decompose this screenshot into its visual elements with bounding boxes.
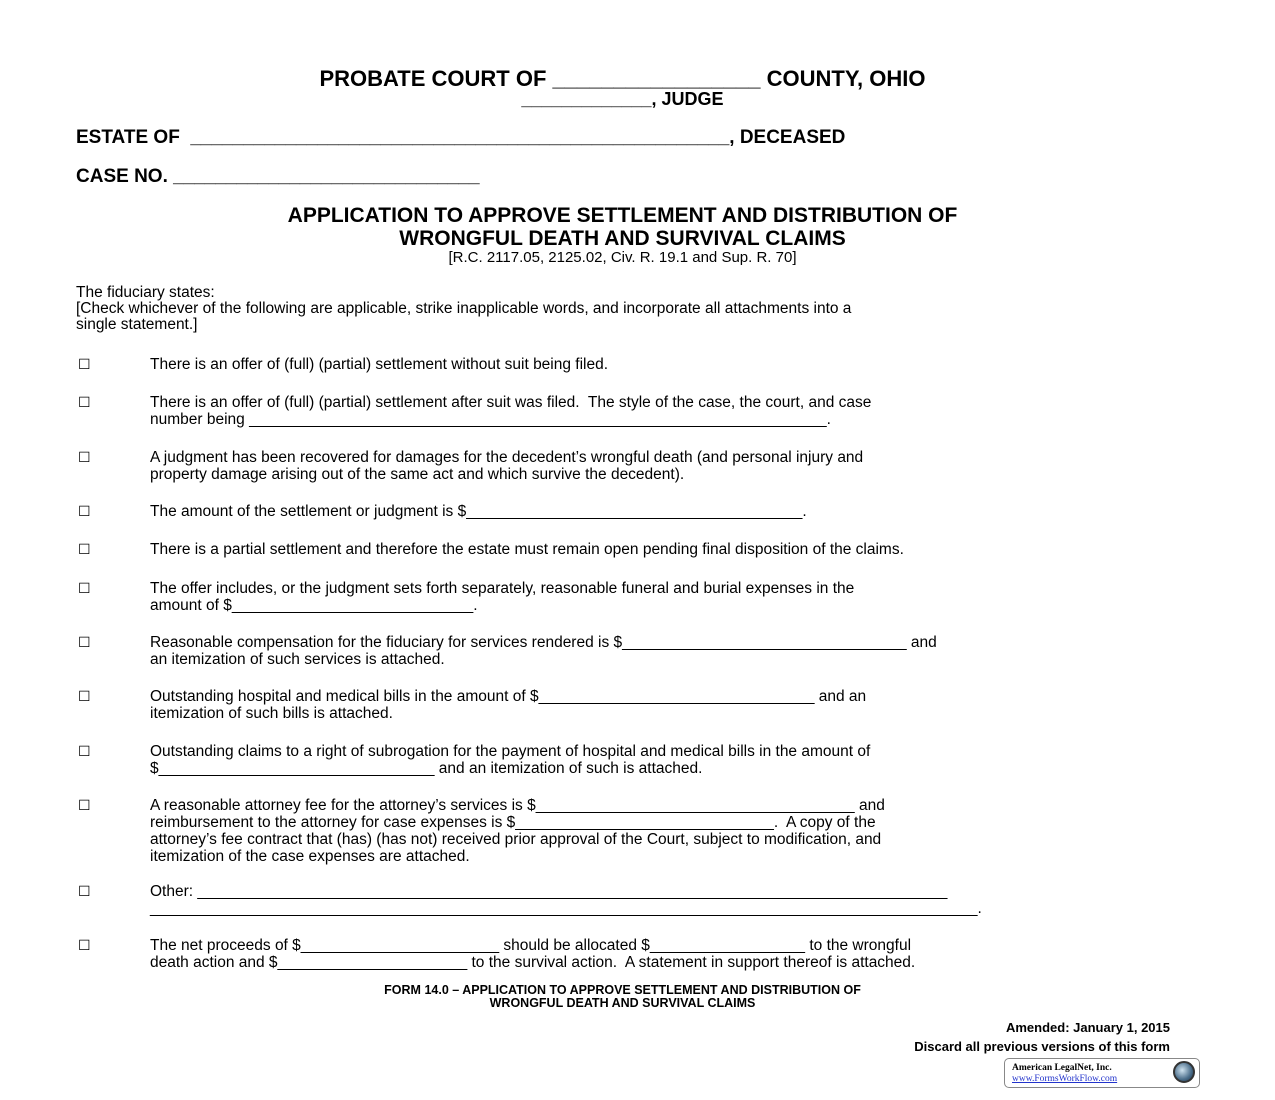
checklist-item-text [150,937,915,971]
checkbox[interactable]: ☐ [78,449,91,465]
checklist-item-line: The offer includes, or the judgment sets forth separately, reasonable funeral and burial expenses in the [150,580,855,597]
checkbox[interactable]: ☐ [78,937,91,953]
checklist-item-text [150,688,866,722]
checklist-item-line: $________________________________ and an itemization of such is attached. [150,760,703,777]
checklist-item-line: Outstanding hospital and medical bills in the amount of $________________________________ and an [150,688,867,705]
form-footer-line2: WRONGFUL DEATH AND SURVIVAL CLAIMS [489,996,756,1010]
checklist-item-line: There is an offer of (full) (partial) settlement without suit being filed. [150,356,609,373]
form-title-line1: APPLICATION TO APPROVE SETTLEMENT AND DISTRIBUTION OF [287,204,958,227]
checklist-item-text [150,541,904,558]
checkbox[interactable]: ☐ [78,634,91,650]
checklist-item-text [150,634,937,668]
logo-company-name: American LegalNet, Inc. [1012,1063,1112,1073]
checklist-item-line: Outstanding claims to a right of subrogation for the payment of hospital and medical bills in the amount of [150,743,871,760]
globe-icon [1173,1061,1195,1083]
american-legalnet-logo[interactable] [1004,1058,1200,1088]
amended-date: Amended: January 1, 2015 [1005,1020,1170,1035]
checklist-item-line: attorney’s fee contract that (has) (has not) received prior approval of the Court, subject to modification, and [150,831,882,848]
checkbox[interactable]: ☐ [78,580,91,596]
checklist-item-text [150,394,871,428]
form-title-line2: WRONGFUL DEATH AND SURVIVAL CLAIMS [399,227,846,250]
court-heading: PROBATE COURT OF _________________ COUNTY, OHIO [319,66,926,91]
checklist-item-text [150,743,870,777]
checkbox[interactable]: ☐ [78,541,91,557]
checkbox[interactable]: ☐ [78,394,91,410]
checklist-item-line: There is an offer of (full) (partial) settlement after suit was filed. The style of the case, the court, and case [150,394,872,411]
checklist-item-text [150,356,608,373]
intro-instructions-cont: single statement.] [76,316,198,333]
checklist-item-text [150,797,885,865]
checkbox[interactable]: ☐ [78,797,91,813]
intro-instructions: [Check whichever of the following are applicable, strike inapplicable words, and incorporate all attachments into a [76,300,852,317]
statute-citation: [R.C. 2117.05, 2125.02, Civ. R. 19.1 and Sup. R. 70] [448,249,797,266]
checklist-item-line: A judgment has been recovered for damages for the decedent’s wrongful death (and personal injury and [150,449,864,466]
checklist-item-line: ________________________________________________________________________________________________. [150,900,982,917]
checklist-item-text [150,883,982,917]
checklist-item-line: itemization of such bills is attached. [150,705,393,722]
checklist-item-line: amount of $____________________________. [150,597,478,614]
checklist-item-text [150,449,863,483]
estate-line: ESTATE OF ___________________________________________________, DECEASED [76,127,846,148]
intro-statement: The fiduciary states: [76,284,215,301]
checklist-item-line: A reasonable attorney fee for the attorney’s services is $_____________________________________ and [150,797,885,814]
checklist-item-line: death action and $______________________ to the survival action. A statement in support thereof is attached. [150,954,916,971]
checklist-item-line: reimbursement to the attorney for case expenses is $______________________________. A copy of the [150,814,876,831]
logo-link[interactable]: www.FormsWorkFlow.com [1012,1074,1118,1084]
checkbox[interactable]: ☐ [78,356,91,372]
checklist-item-line: property damage arising out of the same act and which survive the decedent). [150,466,685,483]
checklist-item-text [150,580,854,614]
checklist-item-line: number being ___________________________________________________________________. [150,411,831,428]
checkbox[interactable]: ☐ [78,688,91,704]
form-footer-line1: FORM 14.0 – APPLICATION TO APPROVE SETTLEMENT AND DISTRIBUTION OF [384,983,861,997]
checklist-item-line: itemization of the case expenses are attached. [150,848,470,865]
case-number-line: CASE NO. _____________________________ [76,166,480,187]
discard-notice: Discard all previous versions of this form [914,1039,1170,1054]
checkbox[interactable]: ☐ [78,503,91,519]
checklist-item-line: Reasonable compensation for the fiduciary for services rendered is $_________________________________ and [150,634,937,651]
judge-line: _____________, JUDGE [521,89,724,109]
checklist-item-line: There is a partial settlement and therefore the estate must remain open pending final disposition of the claims. [150,541,904,558]
checklist-item-text [150,503,807,520]
checklist-item-line: The amount of the settlement or judgment is $_______________________________________. [150,503,807,520]
checklist-item-line: The net proceeds of $_______________________ should be allocated $__________________ to the wrongful [150,937,912,954]
checkbox[interactable]: ☐ [78,743,91,759]
checklist-item-line: an itemization of such services is attached. [150,651,445,668]
checkbox[interactable]: ☐ [78,883,91,899]
checklist-item-line: Other: _______________________________________________________________________________________ [150,883,948,900]
